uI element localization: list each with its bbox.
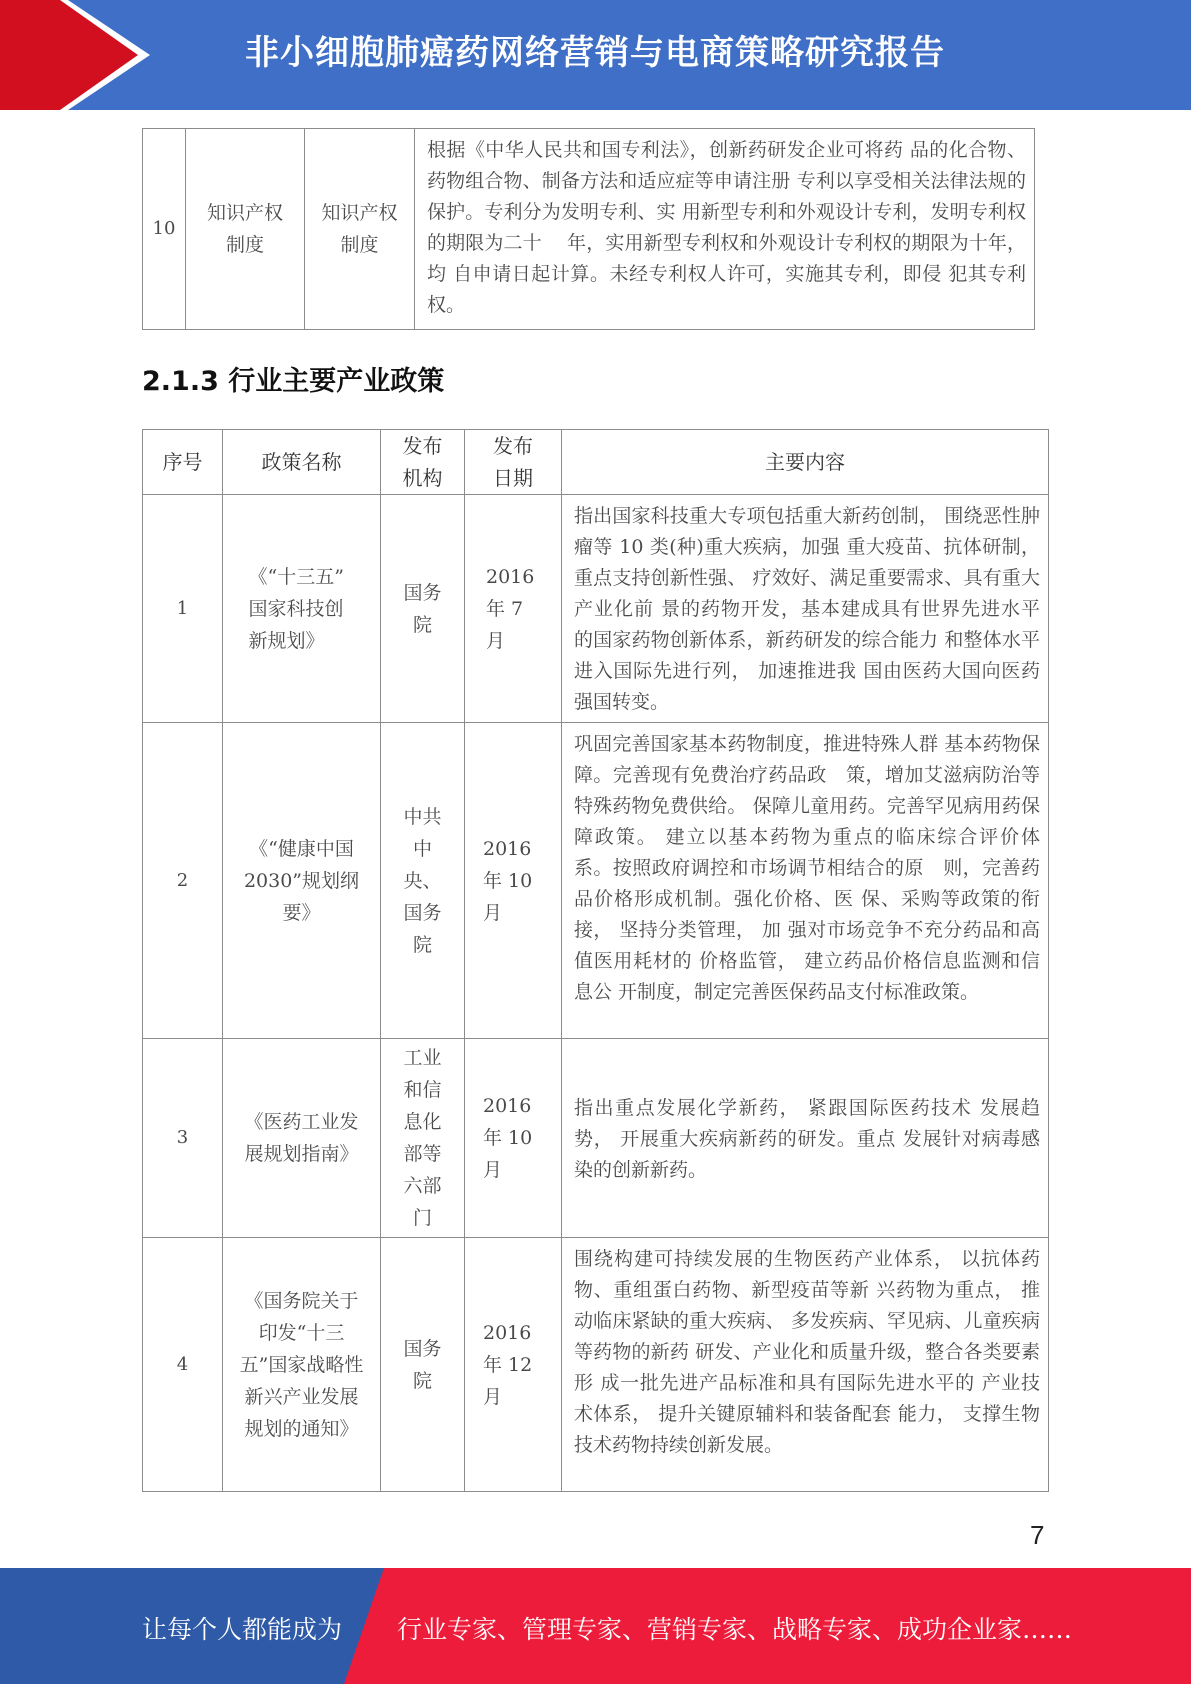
category-text: 知识产权制度 [206,202,283,256]
org-cell [381,723,465,1039]
content-cell: 巩固完善国家基本药物制度，推进特殊人群 基本药物保障。完善现有免费治疗药品政 策，增加艾滋病防治等特殊药物免费供给。 保障儿童用药。完善罕见病用药保障政策。 建立以基本药物为重点的临床综合评价体 系。按照政府调控和市场调节相结合的原 则，完善药品价格形成机制。强化价格、医 保、采购等政策的衔接， 坚持分类管理， 加 强对市场竞争不充分药品和高值医用耗材的 价格监管， 建立药品价格信息监测和信息公 开制度，制定完善医保药品支付标准政策。 [562,723,1049,1039]
date-text: 2016 年 7 月 [486,565,535,652]
date-cell [465,495,562,723]
content-cell: 围绕构建可持续发展的生物医药产业体系， 以抗体药物、重组蛋白药物、新型疫苗等新 兴药物为重点， 推动临床紧缺的重大疾病、 多发疾病、罕见病、儿童疾病等药物的新药 研发、产业化和质量升级，整合各类要素形 成一批先进产品标准和具有国际先进水平的 产业技术体系， 提升关键原辅料和装备配套 能力， 支撑生物技术药物持续创新发展。 [562,1238,1049,1492]
policy-name: 《“十三五” 国家科技创新规划》 [248,565,344,652]
policy-name-cell [223,1039,381,1238]
footer-slogan-left: 让每个人都能成为 [142,1615,343,1644]
date-text: 2016 年 10 月 [483,1095,533,1181]
header-date [465,430,562,495]
table-row [143,495,1049,723]
table-row [143,1039,1049,1238]
content-cell: 根据《中华人民共和国专利法》，创新药研发企业可将药 品的化合物、药物组合物、制备方法和适应症等申请注册 专利以享受相关法律法规的保护。专利分为发明专利、实 用新型专利和外观设计专利，发明专利权的期限为二十 年，实用新型专利权和外观设计专利权的期限为十年，均 自申请日起计算。未经专利权人许可，实施其专利，即侵 犯其专利权。 [415,129,1035,330]
policy-name: 《医药工业发展规划指南》 [244,1111,359,1165]
org-cell [381,1238,465,1492]
org-text: 国务院 [403,1337,442,1392]
org-cell [381,495,465,723]
row-number: 3 [143,1039,223,1238]
report-title: 非小细胞肺癌药网络营销与电商策略研究报告 [245,33,945,73]
content-cell: 指出国家科技重大专项包括重大新药创制， 围绕恶性肿瘤等 10 类(种)重大疾病，加强 重大疫苗、抗体研制，重点支持创新性强、 疗效好、满足重要需求、具有重大产业化前 景的药物开发，基本建成具有世界先进水平 的国家药物创新体系，新药研发的综合能力 和整体水平进入国际先进行列， 加速推进我 国由医药大国向医药强国转变。 [562,495,1049,723]
header-org [381,430,465,495]
header-content: 主要内容 [562,430,1049,495]
content-cell: 指出重点发展化学新药， 紧跟国际医药技术 发展趋势， 开展重大疾病新药的研发。重点 发展针对病毒感染的创新新药。 [562,1039,1049,1238]
date-cell [465,1039,562,1238]
policy-name: 《“健康中国 2030”规划纲要》 [243,837,360,924]
date-cell [465,723,562,1039]
date-text: 2016 年 10 月 [483,837,533,924]
policy-name-cell [223,723,381,1039]
table-row [143,1238,1049,1492]
page-footer [0,1568,1191,1684]
table-row [143,723,1049,1039]
table-row [143,129,1035,330]
header-name: 政策名称 [223,430,381,495]
row-number: 4 [143,1238,223,1492]
page-header [0,0,1191,110]
page-number: 7 [1030,1520,1045,1550]
policy-table [142,429,1060,1492]
date-cell [465,1238,562,1492]
chevron-arrow-icon [0,0,160,110]
name-cell [305,129,415,330]
row-number: 2 [143,723,223,1039]
policy-name: 《国务院关于印发“十三五”国家战略性新兴产业发展规划的通知》 [239,1289,364,1440]
date-text: 2016 年 12 月 [483,1321,533,1408]
ip-system-table [142,128,1035,330]
header-no: 序号 [143,430,223,495]
section-heading: 2.1.3 行业主要产业政策 [142,366,445,397]
org-text: 中共中央、国务院 [403,805,442,956]
org-text: 国务院 [403,581,442,636]
table-header-row [143,430,1049,495]
footer-slogan-right: 行业专家、管理专家、营销专家、战略专家、成功企业家…… [397,1615,1073,1644]
name-text: 知识产权制度 [321,202,398,256]
policy-name-cell [223,495,381,723]
category-cell [186,129,305,330]
header-date-text: 发布日期 [493,434,533,490]
row-number: 10 [143,129,186,330]
header-org-text: 发布机构 [402,434,443,490]
org-text: 工业和信息化部等六部门 [403,1047,442,1229]
row-number: 1 [143,495,223,723]
policy-name-cell [223,1238,381,1492]
org-cell [381,1039,465,1238]
